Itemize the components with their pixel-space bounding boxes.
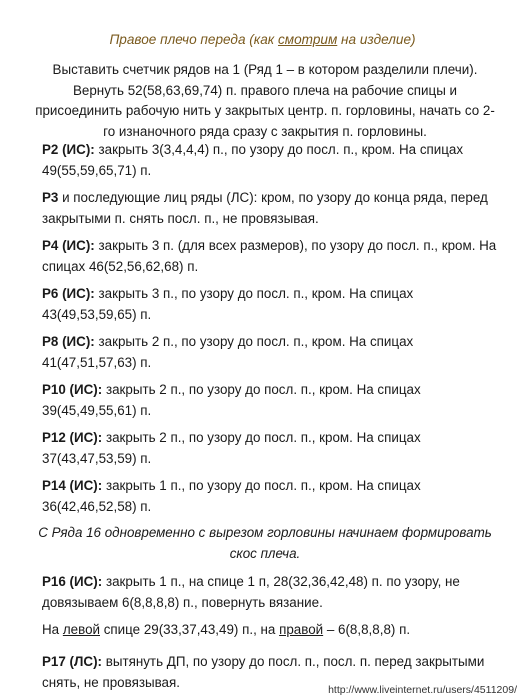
- row-label: Р16 (ИС):: [42, 574, 103, 589]
- row-label: Р4 (ИС):: [42, 238, 95, 253]
- row-text: закрыть 1 п., на спице 1 п, 28(32,36,42,48) п. по узору, не довязываем 6(8,8,8,8) п., повернуть вязание.: [42, 574, 460, 610]
- row-instruction: [42, 380, 504, 421]
- row-instruction: [42, 140, 504, 181]
- row-instruction: [42, 572, 504, 613]
- row-label: Р6 (ИС):: [42, 286, 95, 301]
- title-text-end: на изделие): [337, 32, 416, 47]
- row-label: Р10 (ИС):: [42, 382, 103, 397]
- row-instruction: [42, 476, 504, 517]
- row-instruction: [42, 188, 504, 229]
- row-label: Р3: [42, 190, 59, 205]
- row-text: закрыть 3 п., по узору до посл. п., кром. На спицах 43(49,53,59,65) п.: [42, 286, 414, 322]
- row-instruction: [42, 332, 504, 373]
- row-text: и последующие лиц ряды (ЛС): кром, по узору до конца ряда, перед закрытыми п. снять посл. п., не провязывая.: [42, 190, 488, 226]
- row-text: вытянуть ДП, по узору до посл. п., посл. п. перед закрытыми снять, не провязывая.: [42, 654, 485, 690]
- italic-note: [30, 523, 500, 564]
- row-instruction: [42, 236, 504, 277]
- note-line: скос плеча.: [229, 545, 301, 561]
- needles-text: – 6(8,8,8,8) п.: [323, 622, 411, 637]
- row-label: Р14 (ИС):: [42, 478, 103, 493]
- row-label: Р12 (ИС):: [42, 430, 103, 445]
- row-label: Р17 (ЛС):: [42, 654, 102, 669]
- row-instruction: [42, 428, 504, 469]
- row-label: Р8 (ИС):: [42, 334, 95, 349]
- row-text: закрыть 1 п., по узору до посл. п., кром. На спицах 36(42,46,52,58) п.: [42, 478, 421, 514]
- needles-line: [42, 620, 504, 641]
- needles-text: На: [42, 622, 63, 637]
- note-line: С Ряда 16 одновременно с вырезом горловины начинаем формировать: [38, 525, 492, 540]
- section-title: [0, 31, 525, 49]
- source-url: http://www.liveinternet.ru/users/4511209/: [328, 684, 517, 696]
- intro-paragraph: Выставить счетчик рядов на 1 (Ряд 1 – в котором разделили плечи). Вернуть 52(58,63,69,74) п. правого плеча на рабочие спицы и присоединить рабочую нить у закрытых центр. п. горловины, начать со 2-го изнаночного ряда сразу с закрытия п. горловины.: [35, 62, 495, 139]
- row-text: закрыть 2 п., по узору до посл. п., кром. На спицах 41(47,51,57,63) п.: [42, 334, 414, 370]
- needles-text: спице 29(33,37,43,49) п., на: [100, 622, 280, 637]
- right-needle-word: правой: [279, 622, 324, 637]
- title-underlined-word: смотрим: [277, 32, 338, 47]
- title-text-start: Правое плечо переда (как: [109, 32, 278, 47]
- row-text: закрыть 3(3,4,4,4) п., по узору до посл. п., кром. На спицах 49(55,59,65,71) п.: [42, 142, 464, 178]
- row-text: закрыть 2 п., по узору до посл. п., кром. На спицах 37(43,47,53,59) п.: [42, 430, 421, 466]
- left-needle-word: левой: [62, 622, 100, 637]
- row-instruction: [42, 284, 504, 325]
- row-text: закрыть 2 п., по узору до посл. п., кром. На спицах 39(45,49,55,61) п.: [42, 382, 421, 418]
- row-text: закрыть 3 п. (для всех размеров), по узору до посл. п., кром. На спицах 46(52,56,62,68) п.: [42, 238, 497, 274]
- row-label: Р2 (ИС):: [42, 142, 95, 157]
